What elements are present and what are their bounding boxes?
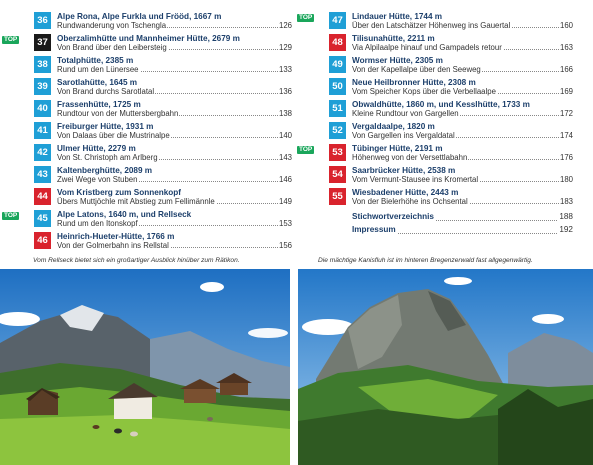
tour-title: Alpe Rona, Alpe Furkla und Frööd, 1667 m [57, 12, 222, 21]
page-number: 149 [278, 197, 292, 206]
toc-entry-42[interactable] [34, 144, 292, 166]
tour-subtitle-line [57, 87, 292, 96]
page-number: 192 [559, 225, 573, 234]
extra-label: Stichwortverzeichnis [352, 212, 434, 221]
tour-title: Sarotlahütte, 1645 m [57, 78, 138, 87]
tour-number-badge: 53 [329, 144, 346, 161]
toc-entry-38[interactable] [34, 56, 292, 78]
top-badge: TOP [299, 146, 313, 153]
tour-subtitle: Von der Golmerbahn ins Rellstal [57, 241, 169, 250]
toc-entry-41[interactable] [34, 122, 292, 144]
top-badge: TOP [4, 36, 18, 43]
tour-number-badge: 55 [329, 188, 346, 205]
photo-kanisfluh [298, 269, 593, 465]
tour-number-badge: 38 [34, 56, 51, 73]
tour-number-badge: 46 [34, 232, 51, 249]
tour-title: Totalphütte, 2385 m [57, 56, 134, 65]
toc-entry-37[interactable] [4, 34, 292, 56]
tour-title: Saarbrücker Hütte, 2538 m [352, 166, 456, 175]
tour-subtitle-line [352, 175, 573, 184]
toc-entry-53[interactable] [299, 144, 573, 166]
tour-subtitle-line [352, 131, 573, 140]
tour-title: Wormser Hütte, 2305 m [352, 56, 443, 65]
toc-entry-51[interactable] [329, 100, 573, 122]
tour-subtitle: Rundtour von der Muttersbergbahn [57, 109, 179, 118]
toc-extra-imprint[interactable] [352, 225, 573, 238]
toc-entry-39[interactable] [34, 78, 292, 100]
page-number: 180 [559, 175, 573, 184]
page-number: 136 [278, 87, 292, 96]
tour-subtitle: Von Brand durchs Sarotlatal [57, 87, 155, 96]
tour-subtitle-line [57, 219, 292, 228]
tour-number-badge: 47 [329, 12, 346, 29]
tour-title: Heinrich-Hueter-Hütte, 1766 m [57, 232, 175, 241]
top-badge: TOP [4, 212, 18, 219]
tour-subtitle: Rund um den Lünersee [57, 65, 139, 74]
top-badge: TOP [299, 14, 313, 21]
tour-subtitle-line [352, 65, 573, 74]
page-number: 176 [559, 153, 573, 162]
tour-subtitle-line [57, 131, 292, 140]
tour-number-badge: 52 [329, 122, 346, 139]
page-number: 153 [278, 219, 292, 228]
tour-subtitle-line [57, 43, 292, 52]
tour-subtitle: Über den Latschätzer Höhenweg ins Gauertal [352, 21, 511, 30]
toc-entry-40[interactable] [34, 100, 292, 122]
tour-number-badge: 44 [34, 188, 51, 205]
toc-entry-45[interactable] [4, 210, 292, 232]
page-number: 183 [559, 197, 573, 206]
tour-subtitle-line [57, 65, 292, 74]
tour-subtitle-line [57, 21, 292, 30]
tour-title: Obwaldhütte, 1860 m, und Kesslhütte, 1733 m [352, 100, 530, 109]
tour-subtitle-line [352, 87, 573, 96]
tour-number-badge: 54 [329, 166, 346, 183]
tour-subtitle: Übers Muttjöchle mit Abstieg zum Fellimännle [57, 197, 215, 206]
tour-title: Kaltenberghütte, 2089 m [57, 166, 153, 175]
page-number: 174 [559, 131, 573, 140]
tour-title: Lindauer Hütte, 1744 m [352, 12, 443, 21]
page-number: 143 [278, 153, 292, 162]
toc-entry-36[interactable] [34, 12, 292, 34]
tour-number-badge: 36 [34, 12, 51, 29]
tour-number-badge: 49 [329, 56, 346, 73]
tour-title: Alpe Latons, 1640 m, und Rellseck [57, 210, 192, 219]
tour-number-badge: 45 [34, 210, 51, 227]
tour-number-badge: 50 [329, 78, 346, 95]
tour-subtitle-line [57, 175, 292, 184]
page-number: 133 [278, 65, 292, 74]
tour-subtitle: Höhenweg von der Versettlabahn [352, 153, 468, 162]
tour-number-badge: 51 [329, 100, 346, 117]
tour-number-badge: 42 [34, 144, 51, 161]
tour-title: Frassenhütte, 1725 m [57, 100, 141, 109]
tour-subtitle-line [57, 197, 292, 206]
page-number: 156 [278, 241, 292, 250]
tour-subtitle-line [352, 109, 573, 118]
tour-subtitle: Vom Speicher Kops über die Verbellaalpe [352, 87, 496, 96]
tour-title: Vom Kristberg zum Sonnenkopf [57, 188, 182, 197]
toc-entry-47[interactable] [299, 12, 573, 34]
tour-title: Tübinger Hütte, 2191 m [352, 144, 443, 153]
toc-column-left [4, 12, 292, 254]
tour-subtitle: Rundwanderung von Tschengla [57, 21, 167, 30]
tour-subtitle: Von St. Christoph am Arlberg [57, 153, 158, 162]
tour-number-badge: 37 [34, 34, 51, 51]
tour-number-badge: 41 [34, 122, 51, 139]
tour-title: Ulmer Hütte, 2279 m [57, 144, 136, 153]
toc-column-right [299, 12, 573, 238]
toc-entry-48[interactable] [329, 34, 573, 56]
toc-entry-43[interactable] [34, 166, 292, 188]
tour-subtitle-line [352, 43, 573, 52]
tour-title: Freiburger Hütte, 1931 m [57, 122, 154, 131]
toc-entry-49[interactable] [329, 56, 573, 78]
extra-label: Impressum [352, 225, 396, 234]
tour-subtitle: Rund um den Itonskopf [57, 219, 138, 228]
toc-entry-44[interactable] [34, 188, 292, 210]
toc-entry-55[interactable] [329, 188, 573, 210]
page-number: 188 [559, 212, 573, 221]
tour-title: Neue Heilbronner Hütte, 2308 m [352, 78, 476, 87]
toc-entry-50[interactable] [329, 78, 573, 100]
tour-title: Vergaldaalpe, 1820 m [352, 122, 435, 131]
tour-subtitle-line [57, 241, 292, 250]
toc-entry-46[interactable] [34, 232, 292, 254]
tour-subtitle: Zwei Wege von Stuben [57, 175, 138, 184]
tour-number-badge: 48 [329, 34, 346, 51]
tour-number-badge: 40 [34, 100, 51, 117]
tour-number-badge: 43 [34, 166, 51, 183]
tour-subtitle: Kleine Rundtour von Gargellen [352, 109, 459, 118]
page-number: 146 [278, 175, 292, 184]
tour-title: Wiesbadener Hütte, 2443 m [352, 188, 459, 197]
page-number: 160 [559, 21, 573, 30]
tour-subtitle-line [352, 197, 573, 206]
toc-extra-index[interactable] [352, 212, 573, 225]
tour-subtitle: Von der Kapellalpe über den Seeweg [352, 65, 481, 74]
tour-title: Tilisunahütte, 2211 m [352, 34, 435, 43]
tour-subtitle: Von Dalaas über die Mustrinalpe [57, 131, 170, 140]
photo-caption-right: Die mächtige Kanisfluh ist im hinteren Bregenzerwald fast allgegenwärtig. [318, 257, 533, 264]
page-number: 169 [559, 87, 573, 96]
tour-subtitle: Von Gargellen ins Vergaldatal [352, 131, 455, 140]
tour-subtitle: Von Brand über den Leibersteig [57, 43, 167, 52]
photo-rellseck-view [0, 269, 290, 465]
page-number: 138 [278, 109, 292, 118]
tour-subtitle-line [352, 153, 573, 162]
tour-number-badge: 39 [34, 78, 51, 95]
tour-title: Oberzalimhütte und Mannheimer Hütte, 2679 m [57, 34, 240, 43]
tour-subtitle: Vom Vermunt-Stausee ins Kromertal [352, 175, 479, 184]
tour-subtitle: Via Alpilaalpe hinauf und Gampadels retour [352, 43, 502, 52]
page-number: 126 [278, 21, 292, 30]
page-number: 129 [278, 43, 292, 52]
tour-subtitle-line [352, 21, 573, 30]
photo-caption-left: Vom Rellseck bietet sich ein großartiger Ausblick hinüber zum Rätikon. [33, 257, 240, 264]
toc-entry-52[interactable] [329, 122, 573, 144]
page-number: 163 [559, 43, 573, 52]
page-number: 140 [278, 131, 292, 140]
tour-subtitle-line [57, 153, 292, 162]
page-number: 166 [559, 65, 573, 74]
toc-entry-54[interactable] [329, 166, 573, 188]
tour-subtitle: Von der Bielerhöhe ins Ochsental [352, 197, 468, 206]
tour-subtitle-line [57, 109, 292, 118]
page-number: 172 [559, 109, 573, 118]
